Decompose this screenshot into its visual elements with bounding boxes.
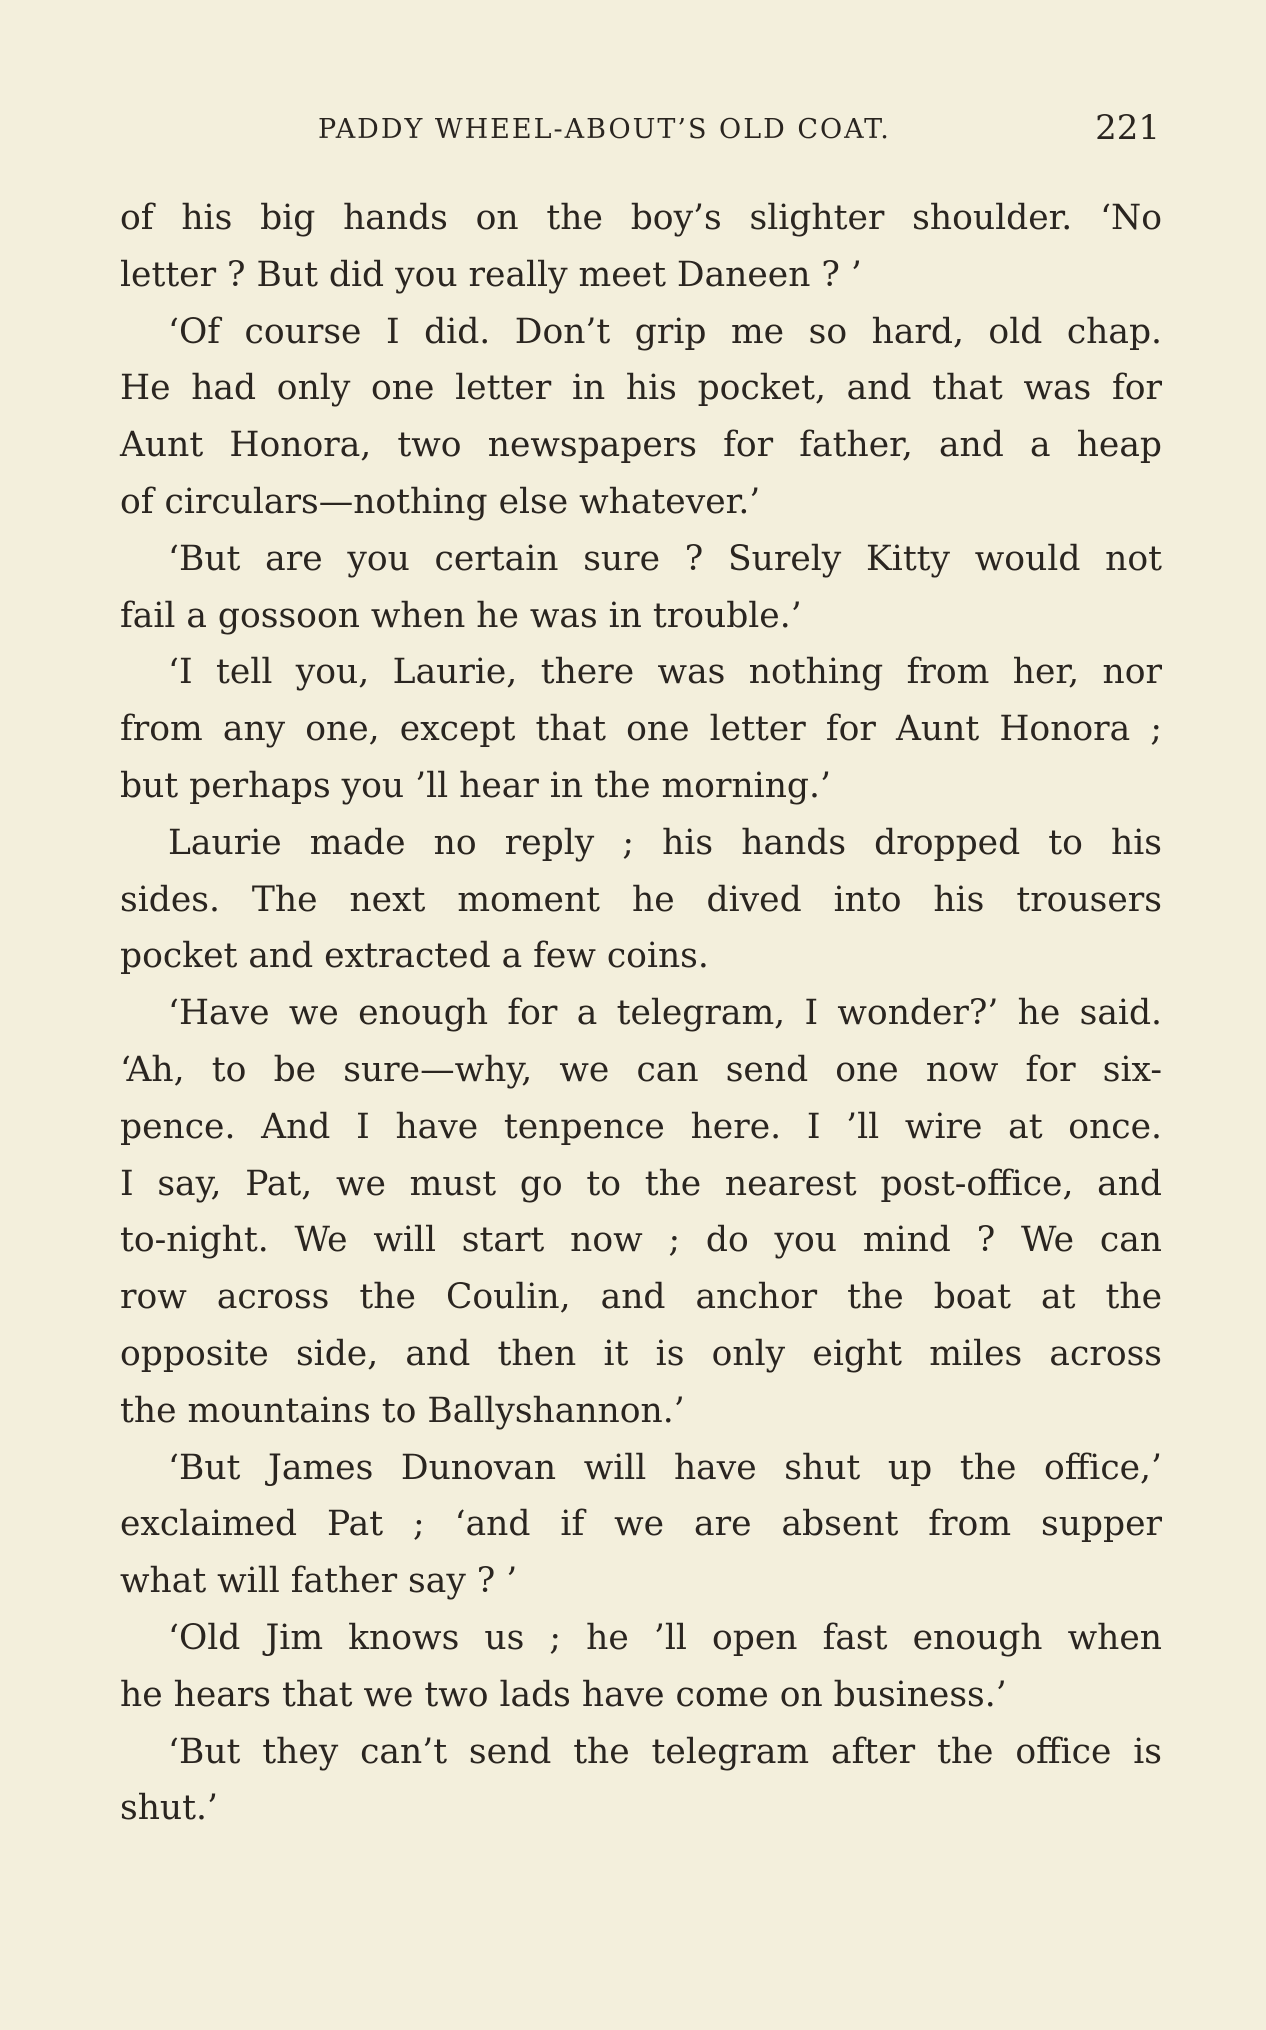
text-line: of his big hands on the boy’s slighter shoulder. ‘No	[120, 198, 1162, 238]
text-line: Aunt Honora, two newspapers for father, and a heap	[120, 425, 1162, 466]
text-line: row across the Coulin, and anchor the boat at the	[120, 1277, 1162, 1318]
text-line: opposite side, and then it is only eight miles across	[120, 1333, 1162, 1374]
text-line: sides. The next moment he dived into his trousers	[120, 879, 1162, 920]
text-line: ‘Old Jim knows us ; he ’ll open fast enough when	[168, 1617, 1162, 1658]
text-line: ‘Of course I did. Don’t grip me so hard, old chap.	[168, 311, 1162, 352]
page-number: 221	[1095, 108, 1160, 148]
text-line: exclaimed Pat ; ‘and if we are absent from supper	[120, 1504, 1162, 1545]
body-text	[120, 190, 1162, 1837]
text-line: ‘I tell you, Laurie, there was nothing from her, nor	[168, 652, 1162, 693]
text-line: ‘Ah, to be sure—why, we can send one now for six-	[120, 1049, 1162, 1090]
text-line: of circulars—nothing else whatever.’	[120, 481, 761, 522]
text-line: I say, Pat, we must go to the nearest post-office, and	[120, 1163, 1162, 1204]
text-line: what will father say ? ’	[120, 1561, 518, 1602]
text-line: ‘But James Dunovan will have shut up the office,’	[168, 1447, 1162, 1488]
text-line: pence. And I have tenpence here. I ’ll wire at once.	[120, 1106, 1162, 1147]
text-line: He had only one letter in his pocket, and that was for	[120, 368, 1162, 409]
running-title: PADDY WHEEL-ABOUT’S OLD COAT.	[318, 114, 891, 145]
text-line: letter ? But did you really meet Daneen ? ’	[120, 254, 862, 295]
text-line: but perhaps you ’ll hear in the morning.’	[120, 765, 831, 806]
text-line: to-night. We will start now ; do you mind ? We can	[120, 1220, 1162, 1261]
text-line: ‘But are you certain sure ? Surely Kitty would not	[168, 538, 1162, 579]
text-line: fail a gossoon when he was in trouble.’	[120, 595, 802, 636]
text-line: Laurie made no reply ; his hands dropped to his	[168, 822, 1162, 863]
page-header	[120, 108, 1162, 158]
text-line: the mountains to Ballyshannon.’	[120, 1390, 685, 1431]
text-line: pocket and extracted a few coins.	[120, 936, 709, 977]
text-line: ‘Have we enough for a telegram, I wonder?’ he said.	[168, 993, 1162, 1034]
text-line: he hears that we two lads have come on business.’	[120, 1674, 1007, 1715]
text-line: shut.’	[120, 1788, 218, 1829]
text-line: from any one, except that one letter for Aunt Honora ;	[120, 709, 1162, 750]
text-line: ‘But they can’t send the telegram after the office is	[168, 1731, 1162, 1772]
